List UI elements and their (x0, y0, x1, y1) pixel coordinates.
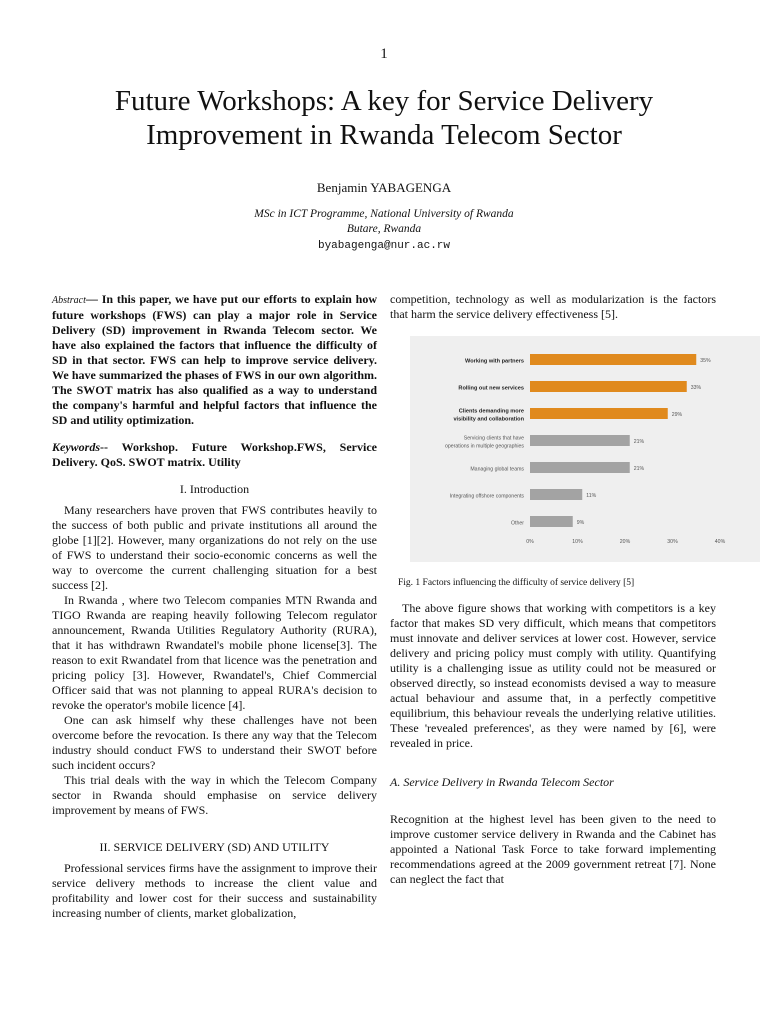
figure-1 (410, 336, 760, 562)
x-tick-label: 30% (667, 539, 678, 545)
category-label: Managing global teams (470, 466, 524, 473)
section-1-heading: I. Introduction (179, 482, 250, 496)
value-label: 21% (633, 439, 645, 445)
x-tick-label: 20% (619, 539, 631, 545)
left-column (52, 292, 377, 921)
affiliation-line-1: MSc in ICT Programme, National University of Rwanda (254, 208, 514, 220)
value-label: 11% (586, 493, 597, 499)
section-2-heading: II. SERVICE DELIVERY (SD) AND UTILITY (99, 840, 330, 854)
category-label: Rolling out new services (458, 385, 524, 392)
category-label: operations in multiple geographies (444, 443, 524, 450)
value-label: 29% (671, 412, 683, 418)
value-label: 33% (690, 385, 702, 391)
abstract (52, 292, 377, 428)
value-label: 9% (576, 520, 585, 526)
chart-bar (530, 408, 668, 419)
intro-paragraph-2: In Rwanda , where two Telecom companies MTN Rwanda and TIGO Rwanda are reaping heavily following Telecom regulator announcement, Rwanda Utilities Regulatory Authority (RURA), that it has withdrawn Rwandatel's mobile phone license[3]. The reason to exit Rwandatel from that licence was the penetration and pricing policy [3]. However, Rwandatel's, Chief Commercial Officer said that was not planning to appeal RURA's decision to revoke the operator's mobile licence [4]. (52, 593, 377, 712)
keywords (52, 440, 377, 470)
subsection-a-heading: A. Service Delivery in Rwanda Telecom Sector (390, 775, 614, 789)
right-paragraph-2: The above figure shows that working with competitors is a key factor that makes SD very difficult, which means that competitors must innovate and deliver services at lower cost. However, service delivery and pricing policy must comply with utility. Quantifying utility is a challenging issue as utility could not be measured or observed directly, so instead economists devised a way to measure actual behaviour and assume that, in a perfectly competitive equilibrium, this behaviour reveals the underlying relative utilities. These 'revealed preferences', as they were named by [6], were revealed in price. (390, 601, 716, 750)
author-name: Benjamin YABAGENGA (316, 180, 452, 195)
x-tick-label: 10% (572, 539, 583, 545)
category-label: Integrating offshore components (449, 493, 524, 500)
right-paragraph-1: competition, technology as well as modularization is the factors that harm the service delivery effectiveness [5]. (390, 292, 716, 321)
category-label: Clients demanding more (458, 408, 524, 415)
paper-title (20, 84, 748, 152)
x-tick-label: 0% (526, 539, 534, 545)
value-label: 35% (700, 358, 711, 364)
chart-bar (530, 462, 630, 473)
right-column (390, 292, 726, 887)
chart-bar (530, 354, 696, 365)
title-line-1: Future Workshops: A key for Service Delivery (114, 85, 654, 117)
intro-paragraph-1: Many researchers have proven that FWS contributes heavily to the success of both public and private institutions all around the globe [1][2]. However, many organizations do not rely on the use of FWS to understand their socio-economic concerns as well the way to overcome the current challenging situation for a best success [2]. (52, 503, 377, 592)
bar-chart (410, 336, 760, 562)
x-tick-label: 40% (714, 539, 726, 545)
intro-paragraph-3: One can ask himself why these challenges have not been overcome before the revocation. Is there any way that the Telecom industry should conduct FWS to understand their SWOT before such incident occurs? (52, 713, 377, 772)
affiliation-line-2: Butare, Rwanda (346, 223, 422, 235)
chart-bar (530, 381, 687, 392)
category-label: visibility and collaboration (453, 416, 524, 423)
right-paragraph-3: Recognition at the highest level has been given to the need to improve customer service delivery in Rwanda and the Cabinet has appointed a National Task Force to take forward implementing recommendations agreed at the 2009 government retreat [7]. None can neglect the fact that (390, 812, 716, 886)
keywords-text: -- Workshop. Future Workshop.FWS, Service Delivery. QoS. SWOT matrix. Utility (52, 440, 377, 469)
chart-bar (530, 516, 573, 527)
chart-bar (530, 435, 630, 446)
value-label: 21% (633, 466, 645, 472)
abstract-text: — In this paper, we have put our efforts to explain how future workshops (FWS) can play a major role in Service Delivery (SD) improvement in Rwanda Telecom sector. We have also explained the factors that influence the difficulty of SD in that sector. FWS can help to improve service delivery. We have summarized the phases of FWS in our own algorithm. The SWOT matrix has also qualified as a way to understand the company's harmful and helpful factors that influence the SD and utility optimization. (52, 292, 377, 427)
intro-paragraph-4: This trial deals with the way in which the Telecom Company sector in Rwanda should emphasise on service delivery improvement by means of FWS. (52, 773, 377, 817)
page-number: 1 (380, 46, 388, 62)
category-label: Working with partners (465, 358, 524, 365)
category-label: Servicing clients that have (463, 435, 524, 442)
affiliation (0, 207, 768, 237)
section-2-paragraph: Professional services firms have the assignment to improve their service delivery methods to increase the client value and profitability and lower cost for their success and sustainability increasing number of clients, market globalization, (52, 861, 377, 920)
title-line-2: Improvement in Rwanda Telecom Sector (146, 119, 622, 151)
keywords-label: Keywords (52, 440, 100, 454)
chart-bar (530, 489, 582, 500)
figure-caption: Fig. 1 Factors influencing the difficulty of service delivery [5] (398, 578, 635, 588)
category-label: Other (511, 520, 524, 527)
abstract-label: Abstract (52, 295, 86, 306)
author-email: byabagenga@nur.ac.rw (317, 240, 451, 252)
